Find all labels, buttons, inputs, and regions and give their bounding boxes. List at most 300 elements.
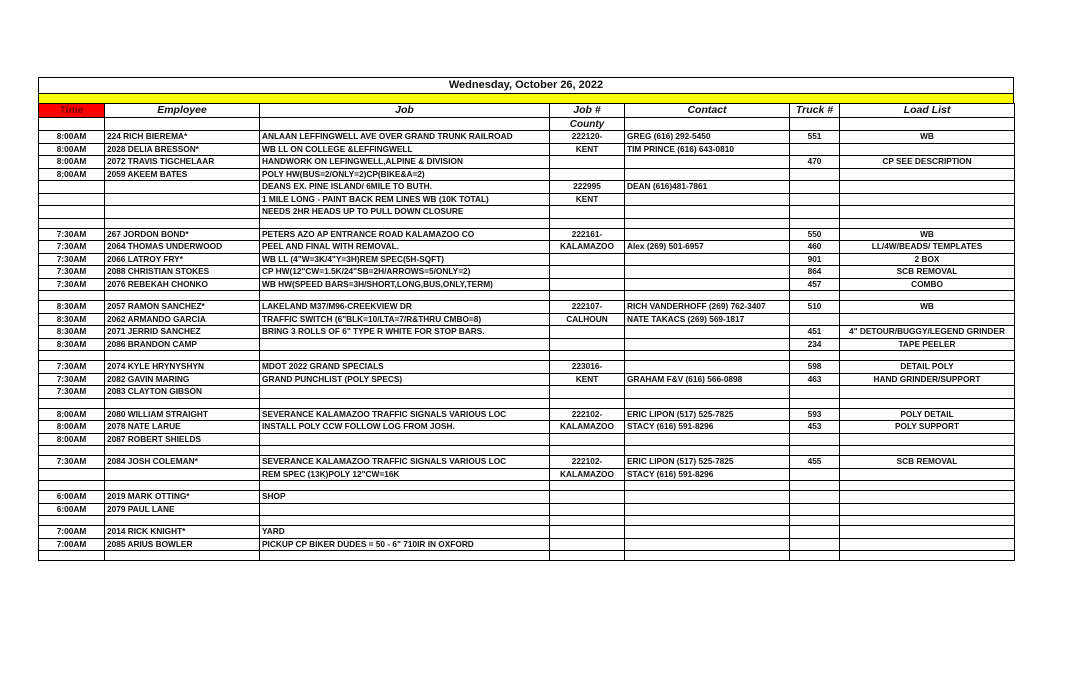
time-cell: 7:30AM: [39, 373, 105, 386]
table-row: [39, 156, 1015, 169]
job-cell: [260, 351, 550, 361]
employee-cell: 2071 JERRID SANCHEZ: [105, 326, 260, 339]
jobno-cell: [550, 218, 625, 228]
time-cell: 7:30AM: [39, 278, 105, 291]
load-list-cell: [840, 313, 1015, 326]
employee-cell: 2079 PAUL LANE: [105, 503, 260, 516]
job-cell: [260, 218, 550, 228]
job-cell: NEEDS 2HR HEADS UP TO PULL DOWN CLOSURE: [260, 206, 550, 219]
truck-cell: [790, 503, 840, 516]
load-list-cell: [840, 491, 1015, 504]
jobno-cell: 223016-: [550, 361, 625, 374]
truck-cell: 901: [790, 253, 840, 266]
yellow-banner: [38, 93, 1014, 103]
employee-cell: [105, 516, 260, 526]
truck-cell: 593: [790, 408, 840, 421]
load-list-cell: WB: [840, 301, 1015, 314]
employee-cell: [105, 218, 260, 228]
time-cell: 7:30AM: [39, 386, 105, 399]
contact-cell: [625, 526, 790, 539]
time-cell: 7:30AM: [39, 266, 105, 279]
time-cell: 6:00AM: [39, 491, 105, 504]
job-cell: POLY HW(BUS=2/ONLY=2)CP(BIKE&A=2): [260, 168, 550, 181]
truck-cell: [790, 526, 840, 539]
truck-cell: 510: [790, 301, 840, 314]
employee-cell: 2066 LATROY FRY*: [105, 253, 260, 266]
table-row: [39, 253, 1015, 266]
employee-cell: 2086 BRANDON CAMP: [105, 338, 260, 351]
employee-cell: [105, 398, 260, 408]
load-list-cell: [840, 386, 1015, 399]
schedule-body: [39, 131, 1015, 561]
job-cell: [260, 386, 550, 399]
table-row: [39, 538, 1015, 551]
time-cell: 7:00AM: [39, 526, 105, 539]
time-cell: [39, 446, 105, 456]
contact-cell: [625, 551, 790, 561]
jobno-cell: 222120-: [550, 131, 625, 144]
jobno-cell: [550, 253, 625, 266]
table-row: [39, 168, 1015, 181]
time-cell: 6:00AM: [39, 503, 105, 516]
contact-cell: [625, 386, 790, 399]
table-row: [39, 228, 1015, 241]
load-list-cell: SCB REMOVAL: [840, 266, 1015, 279]
employee-cell: 2064 THOMAS UNDERWOOD: [105, 241, 260, 254]
time-cell: 8:30AM: [39, 326, 105, 339]
jobno-cell: [550, 551, 625, 561]
job-cell: YARD: [260, 526, 550, 539]
truck-cell: [790, 143, 840, 156]
contact-cell: [625, 516, 790, 526]
job-cell: WB HW(SPEED BARS=3H/SHORT,LONG,BUS,ONLY,TERM): [260, 278, 550, 291]
contact-cell: [625, 266, 790, 279]
jobno-cell: [550, 168, 625, 181]
load-list-cell: CP SEE DESCRIPTION: [840, 156, 1015, 169]
contact-cell: ERIC LIPON (517) 525-7825: [625, 408, 790, 421]
load-list-cell: POLY DETAIL: [840, 408, 1015, 421]
spacer-row: [39, 446, 1015, 456]
employee-cell: 2087 ROBERT SHIELDS: [105, 433, 260, 446]
job-cell: GRAND PUNCHLIST (POLY SPECS): [260, 373, 550, 386]
time-cell: 7:30AM: [39, 253, 105, 266]
job-cell: [260, 481, 550, 491]
table-row: [39, 433, 1015, 446]
table-row: [39, 503, 1015, 516]
contact-cell: ERIC LIPON (517) 525-7825: [625, 456, 790, 469]
table-row: [39, 143, 1015, 156]
load-list-cell: [840, 168, 1015, 181]
contact-cell: [625, 206, 790, 219]
load-list-cell: LL/4W/BEADS/ TEMPLATES: [840, 241, 1015, 254]
table-row: [39, 278, 1015, 291]
load-list-cell: DETAIL POLY: [840, 361, 1015, 374]
jobno-cell: [550, 351, 625, 361]
truck-cell: [790, 168, 840, 181]
load-list-cell: SCB REMOVAL: [840, 456, 1015, 469]
jobno-cell: [550, 491, 625, 504]
job-cell: MDOT 2022 GRAND SPECIALS: [260, 361, 550, 374]
load-list-cell: [840, 516, 1015, 526]
jobno-cell: CALHOUN: [550, 313, 625, 326]
contact-cell: [625, 253, 790, 266]
employee-cell: 2074 KYLE HRYNYSHYN: [105, 361, 260, 374]
truck-cell: 470: [790, 156, 840, 169]
contact-cell: [625, 481, 790, 491]
time-cell: [39, 551, 105, 561]
job-cell: DEANS EX. PINE ISLAND/ 6MILE TO BUTH.: [260, 181, 550, 194]
job-cell: [260, 503, 550, 516]
jobno-cell: [550, 156, 625, 169]
employee-cell: 2085 ARIUS BOWLER: [105, 538, 260, 551]
load-list-cell: [840, 218, 1015, 228]
load-list-cell: [840, 468, 1015, 481]
job-cell: [260, 551, 550, 561]
load-list-cell: [840, 503, 1015, 516]
employee-cell: 2072 TRAVIS TIGCHELAAR: [105, 156, 260, 169]
table-row: [39, 301, 1015, 314]
load-list-cell: COMBO: [840, 278, 1015, 291]
truck-cell: [790, 481, 840, 491]
contact-cell: [625, 361, 790, 374]
jobno-cell: [550, 516, 625, 526]
jobno-cell: [550, 266, 625, 279]
contact-cell: RICH VANDERHOFF (269) 762-3407: [625, 301, 790, 314]
jobno-cell: [550, 526, 625, 539]
jobno-cell: KALAMAZOO: [550, 468, 625, 481]
spacer-row: [39, 398, 1015, 408]
job-cell: HANDWORK ON LEFINGWELL,ALPINE & DIVISION: [260, 156, 550, 169]
jobno-cell: [550, 278, 625, 291]
table-row: [39, 456, 1015, 469]
load-list-cell: [840, 351, 1015, 361]
truck-cell: [790, 516, 840, 526]
load-list-cell: [840, 481, 1015, 491]
table-row: [39, 468, 1015, 481]
jobno-cell: KALAMAZOO: [550, 241, 625, 254]
jobno-cell: [550, 338, 625, 351]
jobno-cell: [550, 206, 625, 219]
employee-cell: [105, 551, 260, 561]
jobno-cell: KENT: [550, 143, 625, 156]
table-row: [39, 408, 1015, 421]
job-cell: CP HW(12"CW=1.5K/24"SB=2H/ARROWS=5/ONLY=2): [260, 266, 550, 279]
truck-cell: 550: [790, 228, 840, 241]
jobno-cell: [550, 446, 625, 456]
table-row: [39, 386, 1015, 399]
jobno-cell: [550, 291, 625, 301]
col-county-header: County: [550, 118, 625, 131]
col-job-header: Job: [260, 104, 550, 118]
truck-cell: 551: [790, 131, 840, 144]
spacer-row: [39, 351, 1015, 361]
contact-cell: [625, 338, 790, 351]
employee-cell: [105, 351, 260, 361]
job-cell: INSTALL POLY CCW FOLLOW LOG FROM JOSH.: [260, 421, 550, 434]
employee-cell: [105, 468, 260, 481]
load-list-cell: POLY SUPPORT: [840, 421, 1015, 434]
load-list-cell: [840, 143, 1015, 156]
job-cell: ANLAAN LEFFINGWELL AVE OVER GRAND TRUNK RAILROAD: [260, 131, 550, 144]
job-cell: TRAFFIC SWITCH (6"BLK=10/LTA=7/R&THRU CMBO=8): [260, 313, 550, 326]
contact-cell: [625, 168, 790, 181]
job-cell: SEVERANCE KALAMAZOO TRAFFIC SIGNALS VARIOUS LOC: [260, 456, 550, 469]
table-row: [39, 181, 1015, 194]
job-cell: [260, 446, 550, 456]
contact-cell: [625, 351, 790, 361]
spacer-row: [39, 291, 1015, 301]
truck-cell: [790, 538, 840, 551]
time-cell: [39, 516, 105, 526]
contact-cell: TIM PRINCE (616) 643-0810: [625, 143, 790, 156]
contact-cell: [625, 503, 790, 516]
truck-cell: 457: [790, 278, 840, 291]
table-row: [39, 421, 1015, 434]
time-cell: 8:30AM: [39, 313, 105, 326]
time-cell: 7:30AM: [39, 241, 105, 254]
time-cell: 8:00AM: [39, 168, 105, 181]
time-cell: [39, 193, 105, 206]
truck-cell: [790, 551, 840, 561]
employee-cell: 267 JORDON BOND*: [105, 228, 260, 241]
time-cell: 8:30AM: [39, 301, 105, 314]
truck-cell: [790, 206, 840, 219]
job-cell: WB LL (4"W=3K/4"Y=3H)REM SPEC(5H-SQFT): [260, 253, 550, 266]
load-list-cell: [840, 446, 1015, 456]
contact-cell: [625, 228, 790, 241]
time-cell: [39, 181, 105, 194]
jobno-cell: KENT: [550, 373, 625, 386]
contact-cell: [625, 193, 790, 206]
job-cell: SHOP: [260, 491, 550, 504]
contact-cell: [625, 538, 790, 551]
table-row: [39, 526, 1015, 539]
contact-cell: [625, 491, 790, 504]
time-cell: 8:30AM: [39, 338, 105, 351]
employee-cell: 2057 RAMON SANCHEZ*: [105, 301, 260, 314]
truck-cell: [790, 433, 840, 446]
load-list-cell: [840, 433, 1015, 446]
job-cell: PETERS AZO AP ENTRANCE ROAD KALAMAZOO CO: [260, 228, 550, 241]
truck-cell: [790, 491, 840, 504]
truck-cell: 451: [790, 326, 840, 339]
load-list-cell: [840, 398, 1015, 408]
time-cell: [39, 468, 105, 481]
job-cell: [260, 338, 550, 351]
time-cell: 8:00AM: [39, 408, 105, 421]
truck-cell: [790, 313, 840, 326]
employee-cell: 2084 JOSH COLEMAN*: [105, 456, 260, 469]
job-cell: REM SPEC (13K)POLY 12"CW=16K: [260, 468, 550, 481]
contact-cell: [625, 218, 790, 228]
table-row: [39, 338, 1015, 351]
jobno-cell: KENT: [550, 193, 625, 206]
employee-cell: [105, 446, 260, 456]
table-row: [39, 241, 1015, 254]
load-list-cell: [840, 538, 1015, 551]
employee-cell: 2062 ARMANDO GARCIA: [105, 313, 260, 326]
jobno-cell: [550, 398, 625, 408]
jobno-cell: [550, 386, 625, 399]
col-contact-header: Contact: [625, 104, 790, 118]
subheader-row: [39, 118, 1015, 131]
job-cell: WB LL ON COLLEGE &LEFFINGWELL: [260, 143, 550, 156]
load-list-cell: 4" DETOUR/BUGGY/LEGEND GRINDER: [840, 326, 1015, 339]
time-cell: [39, 206, 105, 219]
spacer-row: [39, 516, 1015, 526]
table-row: [39, 266, 1015, 279]
employee-cell: [105, 481, 260, 491]
time-cell: 8:00AM: [39, 433, 105, 446]
table-row: [39, 313, 1015, 326]
header-row: [39, 104, 1015, 118]
schedule-table: [38, 103, 1015, 561]
truck-cell: [790, 386, 840, 399]
employee-cell: 224 RICH BIEREMA*: [105, 131, 260, 144]
time-cell: 8:00AM: [39, 421, 105, 434]
jobno-cell: [550, 433, 625, 446]
employee-cell: [105, 193, 260, 206]
load-list-cell: WB: [840, 228, 1015, 241]
employee-cell: 2019 MARK OTTING*: [105, 491, 260, 504]
employee-cell: 2088 CHRISTIAN STOKES: [105, 266, 260, 279]
job-cell: [260, 516, 550, 526]
employee-cell: [105, 291, 260, 301]
truck-cell: 864: [790, 266, 840, 279]
employee-cell: [105, 206, 260, 219]
jobno-cell: [550, 481, 625, 491]
contact-cell: [625, 278, 790, 291]
time-cell: 7:30AM: [39, 361, 105, 374]
load-list-cell: 2 BOX: [840, 253, 1015, 266]
truck-cell: [790, 351, 840, 361]
contact-cell: STACY (616) 591-8296: [625, 468, 790, 481]
contact-cell: GRAHAM F&V (616) 566-0898: [625, 373, 790, 386]
contact-cell: Alex (269) 501-6957: [625, 241, 790, 254]
employee-cell: 2082 GAVIN MARING: [105, 373, 260, 386]
job-cell: PICKUP CP BIKER DUDES = 50 - 6" 710IR IN OXFORD: [260, 538, 550, 551]
contact-cell: [625, 446, 790, 456]
table-row: [39, 491, 1015, 504]
job-cell: [260, 291, 550, 301]
job-cell: [260, 433, 550, 446]
contact-cell: NATE TAKACS (269) 569-1817: [625, 313, 790, 326]
job-cell: PEEL AND FINAL WITH REMOVAL.: [260, 241, 550, 254]
load-list-cell: [840, 181, 1015, 194]
truck-cell: 453: [790, 421, 840, 434]
load-list-cell: [840, 551, 1015, 561]
truck-cell: [790, 468, 840, 481]
truck-cell: 234: [790, 338, 840, 351]
truck-cell: 598: [790, 361, 840, 374]
truck-cell: [790, 291, 840, 301]
load-list-cell: [840, 526, 1015, 539]
contact-cell: [625, 326, 790, 339]
employee-cell: 2028 DELIA BRESSON*: [105, 143, 260, 156]
job-cell: SEVERANCE KALAMAZOO TRAFFIC SIGNALS VARIOUS LOC: [260, 408, 550, 421]
contact-cell: [625, 398, 790, 408]
jobno-cell: 222995: [550, 181, 625, 194]
jobno-cell: [550, 503, 625, 516]
spacer-row: [39, 551, 1015, 561]
contact-cell: GREG (616) 292-5450: [625, 131, 790, 144]
job-cell: [260, 398, 550, 408]
table-row: [39, 193, 1015, 206]
load-list-cell: [840, 193, 1015, 206]
spacer-row: [39, 218, 1015, 228]
job-cell: BRING 3 ROLLS OF 6" TYPE R WHITE FOR STOP BARS.: [260, 326, 550, 339]
jobno-cell: 222107-: [550, 301, 625, 314]
load-list-cell: [840, 206, 1015, 219]
employee-cell: 2080 WILLIAM STRAIGHT: [105, 408, 260, 421]
table-row: [39, 206, 1015, 219]
col-truck-header: Truck #: [790, 104, 840, 118]
truck-cell: 460: [790, 241, 840, 254]
contact-cell: [625, 433, 790, 446]
load-list-cell: HAND GRINDER/SUPPORT: [840, 373, 1015, 386]
col-time-header: Time: [39, 104, 105, 118]
jobno-cell: KALAMAZOO: [550, 421, 625, 434]
time-cell: [39, 351, 105, 361]
contact-cell: DEAN (616)481-7861: [625, 181, 790, 194]
table-row: [39, 326, 1015, 339]
col-load-header: Load List: [840, 104, 1015, 118]
employee-cell: 2014 RICK KNIGHT*: [105, 526, 260, 539]
time-cell: 7:30AM: [39, 228, 105, 241]
load-list-cell: TAPE PEELER: [840, 338, 1015, 351]
time-cell: 7:30AM: [39, 456, 105, 469]
time-cell: [39, 291, 105, 301]
job-cell: LAKELAND M37/M96-CREEKVIEW DR: [260, 301, 550, 314]
truck-cell: [790, 446, 840, 456]
contact-cell: STACY (616) 591-8296: [625, 421, 790, 434]
jobno-cell: 222102-: [550, 408, 625, 421]
time-cell: 7:00AM: [39, 538, 105, 551]
jobno-cell: [550, 326, 625, 339]
truck-cell: [790, 218, 840, 228]
employee-cell: 2083 CLAYTON GIBSON: [105, 386, 260, 399]
truck-cell: 463: [790, 373, 840, 386]
truck-cell: 455: [790, 456, 840, 469]
truck-cell: [790, 193, 840, 206]
employee-cell: 2078 NATE LARUE: [105, 421, 260, 434]
spacer-row: [39, 481, 1015, 491]
employee-cell: [105, 181, 260, 194]
contact-cell: [625, 291, 790, 301]
date-title: Wednesday, October 26, 2022: [38, 77, 1014, 93]
employee-cell: 2076 REBEKAH CHONKO: [105, 278, 260, 291]
truck-cell: [790, 181, 840, 194]
time-cell: 8:00AM: [39, 143, 105, 156]
table-row: [39, 361, 1015, 374]
time-cell: 8:00AM: [39, 156, 105, 169]
time-cell: 8:00AM: [39, 131, 105, 144]
time-cell: [39, 218, 105, 228]
table-row: [39, 131, 1015, 144]
jobno-cell: 222161-: [550, 228, 625, 241]
col-jobno-header: Job #: [550, 104, 625, 118]
time-cell: [39, 398, 105, 408]
truck-cell: [790, 398, 840, 408]
time-cell: [39, 481, 105, 491]
col-employee-header: Employee: [105, 104, 260, 118]
jobno-cell: 222102-: [550, 456, 625, 469]
job-cell: 1 MILE LONG - PAINT BACK REM LINES WB (10K TOTAL): [260, 193, 550, 206]
load-list-cell: WB: [840, 131, 1015, 144]
jobno-cell: [550, 538, 625, 551]
employee-cell: 2059 AKEEM BATES: [105, 168, 260, 181]
table-row: [39, 373, 1015, 386]
